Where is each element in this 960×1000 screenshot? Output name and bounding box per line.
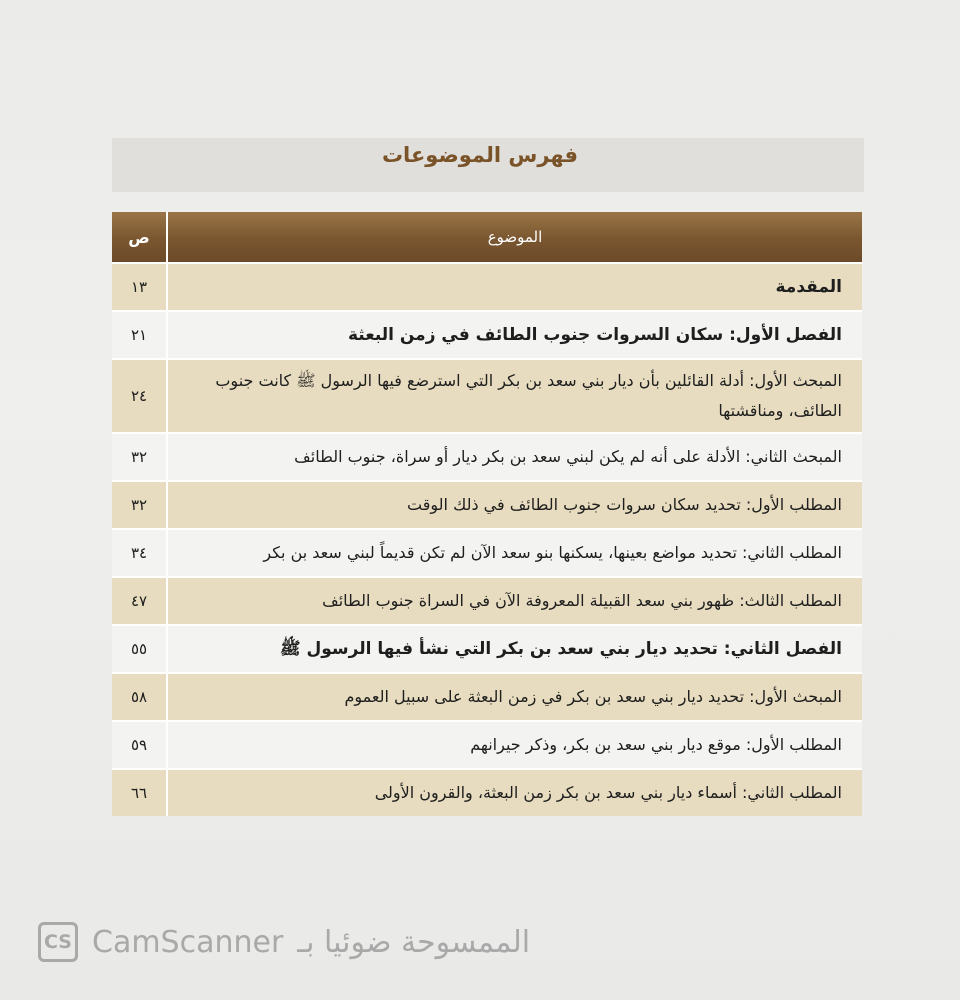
page-title: فهرس الموضوعات bbox=[381, 143, 579, 167]
row-text: المطلب الأول: تحديد سكان سروات جنوب الطائف في ذلك الوقت bbox=[407, 495, 842, 514]
row-page: ٣٢ bbox=[112, 434, 168, 480]
table-row[interactable] bbox=[112, 480, 862, 528]
row-text: المبحث الثاني: الأدلة على أنه لم يكن لبني سعد بن بكر ديار أو سراة، جنوب الطائف bbox=[294, 447, 842, 466]
row-text: الفصل الأول: سكان السروات جنوب الطائف في زمن البعثة bbox=[347, 325, 842, 345]
table-row[interactable] bbox=[112, 720, 862, 768]
row-text: المقدمة bbox=[775, 277, 842, 297]
row-text: المطلب الثالث: ظهور بني سعد القبيلة المعروفة الآن في السراة جنوب الطائف bbox=[322, 591, 842, 610]
table-row[interactable] bbox=[112, 432, 862, 480]
row-text: المطلب الثاني: تحديد مواضع بعينها، يسكنها بنو سعد الآن لم تكن قديماً لبني سعد بن بكر bbox=[263, 543, 842, 562]
row-page: ١٣ bbox=[112, 264, 168, 310]
camscanner-logo-icon: CS bbox=[38, 922, 78, 962]
row-text: المطلب الأول: موقع ديار بني سعد بن بكر، وذكر جيرانهم bbox=[470, 735, 842, 754]
header-page: ص bbox=[112, 212, 168, 262]
toc-table bbox=[112, 212, 862, 816]
row-page: ٢٤ bbox=[112, 360, 168, 432]
table-row[interactable] bbox=[112, 672, 862, 720]
row-page: ٤٧ bbox=[112, 578, 168, 624]
row-page: ٥٥ bbox=[112, 626, 168, 672]
row-page: ٣٢ bbox=[112, 482, 168, 528]
row-page: ٣٤ bbox=[112, 530, 168, 576]
watermark-brand: CamScanner bbox=[92, 924, 284, 960]
table-row[interactable] bbox=[112, 358, 862, 432]
row-page: ٦٦ bbox=[112, 770, 168, 816]
watermark-arabic: الممسوحة ضوئيا بـ bbox=[297, 924, 531, 960]
table-row[interactable] bbox=[112, 310, 862, 358]
table-header bbox=[112, 212, 862, 262]
row-page: ٢١ bbox=[112, 312, 168, 358]
row-page: ٥٨ bbox=[112, 674, 168, 720]
header-subject: الموضوع bbox=[487, 228, 543, 246]
table-row[interactable] bbox=[112, 576, 862, 624]
row-text: الفصل الثاني: تحديد ديار بني سعد بن بكر التي نشأ فيها الرسول ﷺ bbox=[280, 639, 842, 659]
table-row[interactable] bbox=[112, 624, 862, 672]
camscanner-watermark bbox=[38, 918, 530, 966]
table-row[interactable] bbox=[112, 528, 862, 576]
row-text: المطلب الثاني: أسماء ديار بني سعد بن بكر زمن البعثة، والقرون الأولى bbox=[374, 783, 842, 802]
table-row[interactable] bbox=[112, 768, 862, 816]
row-text: المبحث الأول: أدلة القائلين بأن ديار بني سعد بن بكر التي استرضع فيها الرسول ﷺ كانت جنوب الطائف، ومناقشتها bbox=[215, 371, 842, 420]
table-row[interactable] bbox=[112, 262, 862, 310]
row-text: المبحث الأول: تحديد ديار بني سعد بن بكر في زمن البعثة على سبيل العموم bbox=[344, 687, 842, 706]
row-page: ٥٩ bbox=[112, 722, 168, 768]
